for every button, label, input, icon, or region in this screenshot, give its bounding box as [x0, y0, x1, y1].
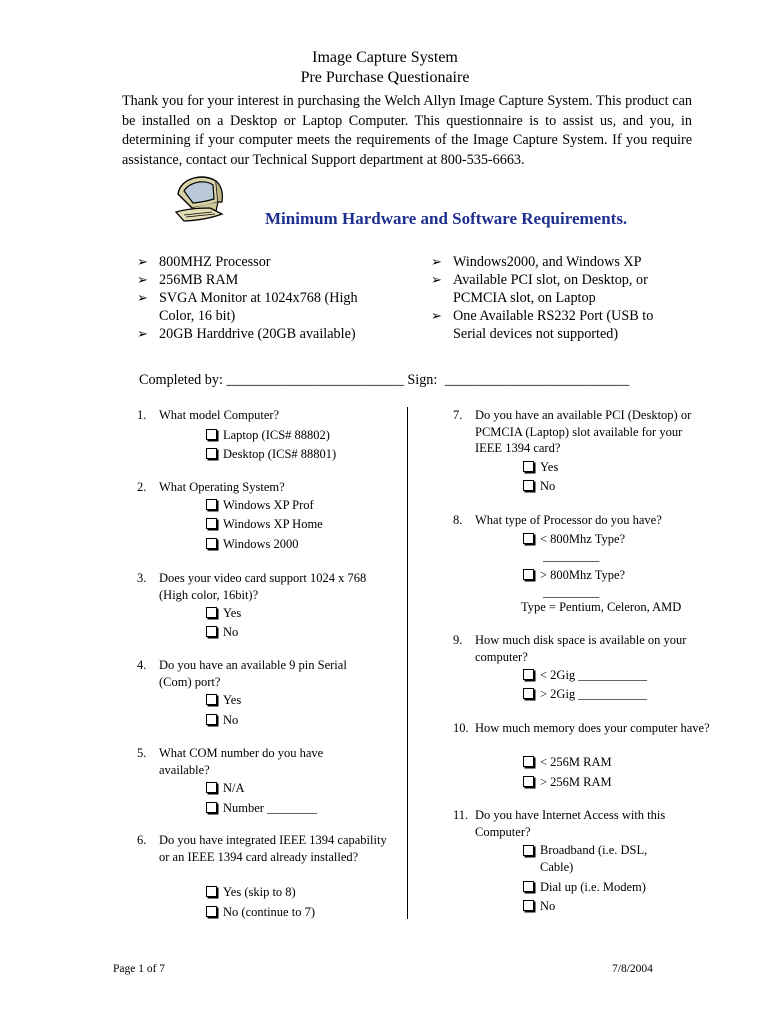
checkbox-icon[interactable] [523, 533, 534, 544]
requirement-item: ➢ Windows2000, and Windows XP [431, 254, 642, 270]
document-date: 7/8/2004 [612, 963, 653, 975]
checkbox-icon[interactable] [523, 900, 534, 911]
question-text: Does your video card support 1024 x 768 (High color, 16bit)? [159, 571, 367, 602]
arrow-bullet-icon: ➢ [431, 254, 442, 269]
checkbox-option[interactable]: Laptop (ICS# 88802) [206, 427, 330, 443]
requirement-item: ➢ 800MHZ Processor [137, 254, 271, 270]
requirements-heading: Minimum Hardware and Software Requirements. [265, 209, 628, 228]
question-text: What type of Processor do you have? [475, 513, 662, 527]
checkbox-icon[interactable] [523, 569, 534, 580]
arrow-bullet-icon: ➢ [137, 254, 148, 269]
checkbox-icon[interactable] [206, 538, 217, 549]
checkbox-icon[interactable] [523, 881, 534, 892]
completed-by-field[interactable]: _________________________ [226, 372, 404, 388]
intro-paragraph: Thank you for your interest in purchasing the Welch Allyn Image Capture System. This product can be installed on a Desktop or Laptop Computer. This questionnaire is to assist us, and you, in determining if your computer meets the requirements of the Image Capture System. If you require assistance, contact our Technical Support department at 800-535-6663. [122, 93, 692, 168]
checkbox-option[interactable]: Yes [206, 692, 241, 708]
checkbox-icon[interactable] [523, 669, 534, 680]
checkbox-icon[interactable] [206, 714, 217, 725]
sign-label: Sign: [407, 372, 438, 388]
checkbox-icon[interactable] [523, 845, 534, 856]
column-divider [407, 407, 408, 919]
checkbox-option[interactable]: No [206, 624, 238, 640]
sign-field[interactable]: __________________________ [444, 372, 630, 388]
checkbox-icon[interactable] [206, 499, 217, 510]
question: 6. Do you have integrated IEEE 1394 capability or an IEEE 1394 card already installed? [137, 833, 387, 864]
question-text: Do you have integrated IEEE 1394 capability or an IEEE 1394 card already installed? [159, 833, 387, 864]
checkbox-option[interactable]: Yes (skip to 8) [206, 884, 296, 900]
checkbox-icon[interactable] [206, 886, 217, 897]
question-text: What COM number do you have available? [159, 746, 324, 777]
checkbox-option[interactable]: No (continue to 7) [206, 904, 315, 920]
checkbox-option[interactable]: > 2Gig ___________ [523, 686, 647, 702]
completed-by-label: Completed by: [139, 372, 223, 388]
question-text: What model Computer? [159, 408, 280, 422]
question-text: How much memory does your computer have? [475, 721, 710, 735]
checkbox-icon[interactable] [206, 694, 217, 705]
arrow-bullet-icon: ➢ [431, 308, 442, 323]
checkbox-option[interactable]: < 256M RAM [523, 754, 612, 770]
checkbox-icon[interactable] [206, 429, 217, 440]
checkbox-option[interactable]: < 2Gig ___________ [523, 667, 647, 683]
question: 7. Do you have an available PCI (Desktop) or PCMCIA (Laptop) slot available for your IEEE 1394 card? [453, 408, 692, 455]
checkbox-option[interactable]: Dial up (i.e. Modem) [523, 879, 646, 895]
question: 9. How much disk space is available on your computer? [453, 633, 687, 664]
document-subtitle: Pre Purchase Questionaire [300, 69, 470, 86]
arrow-bullet-icon: ➢ [431, 272, 442, 287]
arrow-bullet-icon: ➢ [137, 290, 148, 305]
question: 11. Do you have Internet Access with this Computer? [453, 808, 666, 839]
completed-by-line [139, 372, 629, 389]
checkbox-icon[interactable] [206, 782, 217, 793]
arrow-bullet-icon: ➢ [137, 272, 148, 287]
question-text: Do you have an available PCI (Desktop) or PCMCIA (Laptop) slot available for your IEEE 1394 card? [475, 408, 692, 455]
type-blank-field[interactable]: _________ [543, 585, 600, 599]
type-blank-field[interactable]: _________ [543, 549, 600, 563]
question: 4. Do you have an available 9 pin Serial (Com) port? [137, 658, 347, 689]
checkbox-option[interactable]: Windows XP Prof [206, 497, 314, 513]
computer-clipart-icon [172, 172, 228, 226]
page-number: Page 1 of 7 [113, 963, 166, 975]
checkbox-icon[interactable] [523, 756, 534, 767]
requirement-item: ➢ Available PCI slot, on Desktop, or PCMCIA slot, on Laptop [431, 272, 648, 306]
checkbox-option[interactable]: Broadband (i.e. DSL, Cable) [523, 843, 673, 876]
checkbox-option[interactable]: No [206, 712, 238, 728]
checkbox-icon[interactable] [523, 480, 534, 491]
checkbox-option[interactable]: Desktop (ICS# 88801) [206, 446, 336, 462]
checkbox-icon[interactable] [206, 802, 217, 813]
question: 3. Does your video card support 1024 x 768 (High color, 16bit)? [137, 571, 367, 602]
checkbox-option[interactable]: Yes [206, 605, 241, 621]
arrow-bullet-icon: ➢ [137, 326, 148, 341]
checkbox-option[interactable]: > 256M RAM [523, 774, 612, 790]
requirement-item: ➢ 20GB Harddrive (20GB available) [137, 326, 356, 342]
question: 2. What Operating System? [137, 480, 285, 494]
checkbox-icon[interactable] [206, 448, 217, 459]
question-text: Do you have an available 9 pin Serial (Com) port? [159, 658, 347, 689]
checkbox-option[interactable]: No [523, 478, 555, 494]
question-text: How much disk space is available on your computer? [475, 633, 687, 664]
checkbox-icon[interactable] [523, 688, 534, 699]
processor-type-note: Type = Pentium, Celeron, AMD [521, 600, 682, 614]
checkbox-icon[interactable] [206, 906, 217, 917]
checkbox-icon[interactable] [206, 607, 217, 618]
checkbox-option[interactable]: > 800Mhz Type? [523, 567, 625, 583]
requirement-item: ➢ SVGA Monitor at 1024x768 (High Color, 16 bit) [137, 290, 358, 324]
question: 8. What type of Processor do you have? [453, 513, 662, 527]
checkbox-option[interactable]: No [523, 898, 555, 914]
question: 1. What model Computer? [137, 408, 280, 422]
question-text: Do you have Internet Access with this Computer? [475, 808, 666, 839]
checkbox-option[interactable]: N/A [206, 780, 245, 796]
checkbox-icon[interactable] [523, 776, 534, 787]
requirement-item: ➢ One Available RS232 Port (USB to Serial devices not supported) [431, 308, 654, 342]
document-title: Image Capture System [312, 49, 458, 66]
question: 5. What COM number do you have available? [137, 746, 324, 777]
checkbox-option[interactable]: < 800Mhz Type? [523, 531, 625, 547]
question: 10. How much memory does your computer have? [453, 721, 710, 735]
requirement-item: ➢ 256MB RAM [137, 272, 239, 288]
checkbox-icon[interactable] [523, 461, 534, 472]
checkbox-icon[interactable] [206, 518, 217, 529]
checkbox-option[interactable]: Windows XP Home [206, 516, 323, 532]
checkbox-option[interactable]: Number ________ [206, 800, 317, 816]
checkbox-icon[interactable] [206, 626, 217, 637]
checkbox-option[interactable]: Yes [523, 459, 558, 475]
checkbox-option[interactable]: Windows 2000 [206, 536, 299, 552]
question-text: What Operating System? [159, 480, 285, 494]
